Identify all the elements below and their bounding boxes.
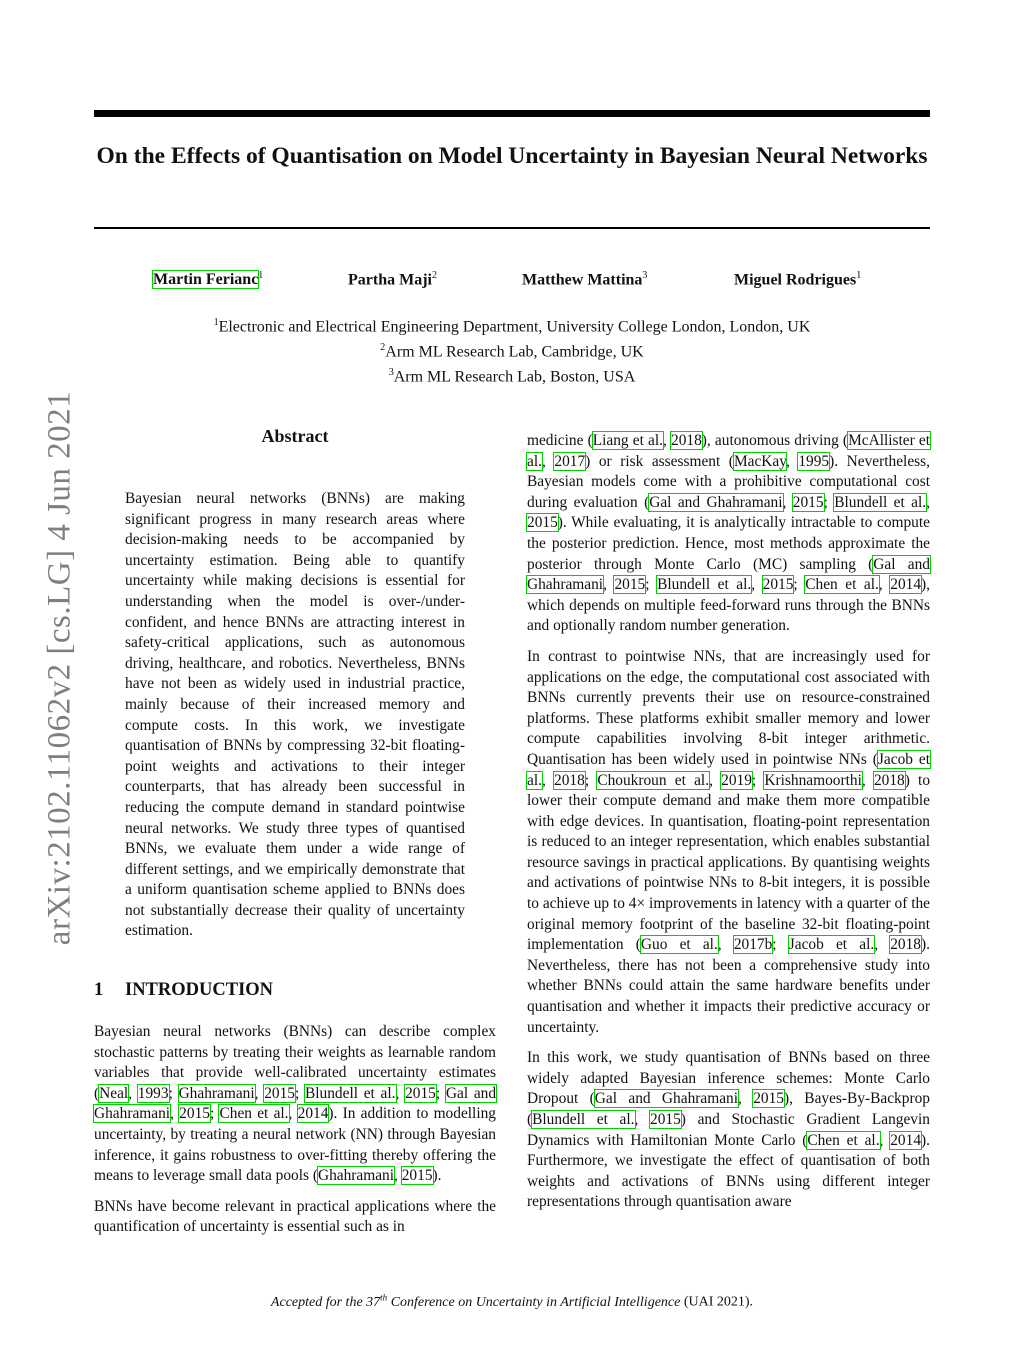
- affiliation-1: $^1$Electronic and Electrical Engineering Department, University College London, London, UK: [213, 317, 811, 336]
- footer-note: Accepted for the 37th Conference on Uncertainty in Artificial Intelligence (UAI 2021).: [270, 1292, 754, 1310]
- citation-link[interactable]: 2015: [179, 1105, 210, 1123]
- body-text: In this work, we study quantisation of BNNs based on three widely adapted Bayesian inference schemes: Monte Carlo Dropout (: [527, 1049, 930, 1108]
- body-text: ,: [878, 576, 891, 594]
- citation-link[interactable]: Blundell et al.: [834, 493, 927, 511]
- body-text: ).: [432, 1167, 442, 1185]
- body-text: ,: [717, 936, 734, 954]
- author-name: Miguel Rodrigues: [734, 271, 857, 289]
- citation-link[interactable]: MacKay: [733, 452, 786, 470]
- citation-link[interactable]: 2019: [721, 771, 752, 789]
- citation-link[interactable]: Krishnamoorthi: [764, 771, 862, 789]
- body-text: ,: [738, 1090, 754, 1108]
- citation-link[interactable]: Ghahramani: [317, 1167, 395, 1185]
- body-text: ;: [209, 1105, 220, 1123]
- abstract-heading: Abstract: [261, 426, 329, 446]
- section-number: 1: [94, 980, 104, 1000]
- body-paragraph: [527, 431, 930, 637]
- body-text: ,: [751, 576, 763, 594]
- author-name: Partha Maji: [348, 271, 432, 289]
- body-text: ;: [645, 576, 658, 594]
- body-text: ;: [823, 493, 835, 511]
- citation-link[interactable]: 1995: [798, 452, 830, 470]
- citation-link[interactable]: Chen et al.: [807, 1131, 880, 1149]
- citation-link[interactable]: Chen et al.: [805, 576, 879, 594]
- citation-link[interactable]: Jacob et al.: [527, 750, 931, 789]
- body-text: ,: [879, 1131, 891, 1149]
- body-text: ,: [288, 1105, 298, 1123]
- body-text: ). Furthermore, we investigate the effect of quantisation of both weights and activations of BNNs using different integer representations through quantisation aware: [527, 1131, 930, 1211]
- citation-link[interactable]: 2017b: [733, 936, 773, 954]
- author-4: [734, 270, 861, 289]
- body-text: ;: [793, 576, 806, 594]
- body-text: ). Nevertheless, Bayesian models come with a prohibitive computational cost during evaluation (: [527, 452, 930, 511]
- body-text: ), Bayes-By-Backprop (: [527, 1090, 930, 1128]
- body-text: Bayesian neural networks (BNNs) can describe complex stochastic patterns by treating their weights as learnable random variables that provide well-calibrated uncertainty estimates (: [94, 1023, 496, 1102]
- author-3: [522, 270, 647, 289]
- citation-link[interactable]: 2018: [671, 432, 702, 449]
- citation-link[interactable]: 2015: [762, 576, 794, 594]
- body-text: medicine (: [527, 432, 593, 449]
- abstract-text: Bayesian neural networks (BNNs) are making significant progress in many research areas where decision-making needs to be accompanied by uncertainty estimation. Being able to quantify uncertainty while making decisions is essential for understanding when the model is over-/under-confident, and hence BNNs are attracting interest in safety-critical applications, such as autonomous driving, healthcare, and robotics. Nevertheless, BNNs have not been as widely used in industrial practice, mainly because of their increased memory and compute costs. In this work, we investigate quantisation of BNNs by compressing 32-bit floating-point weights and activations to their integer counterparts, that has already been successful in reducing the compute demand in standard pointwise neural networks. We study three types of quantised BNNs, we evaluate them under a wide range of different settings, and we empirically demonstrate that a uniform quantisation scheme applied to BNNs does not substantially decrease their quality of uncertainty estimation.: [125, 490, 465, 940]
- citation-link[interactable]: 2015: [792, 493, 824, 511]
- paper-title: On the Effects of Quantisation on Model Uncertainty in Bayesian Neural Networks: [96, 143, 928, 169]
- affiliations: [0, 313, 1024, 387]
- arxiv-identifier: arXiv:2102.11062v2 [cs.LG] 4 Jun 2021: [41, 390, 78, 946]
- citation-link[interactable]: 2014: [890, 576, 922, 594]
- citation-link[interactable]: Choukroun et al.: [597, 771, 710, 789]
- body-text: ). In addition to modelling uncertainty, by treating a neural network (NN) through Bayesian inference, it gains robustness to over-fitting thereby offering the means to leverage small data pools (: [94, 1105, 496, 1185]
- citation-link[interactable]: 2018: [873, 771, 905, 789]
- body-text: ,: [541, 771, 555, 789]
- author-1[interactable]: [153, 270, 263, 289]
- citation-link[interactable]: 2014: [890, 1131, 922, 1149]
- citation-link[interactable]: Blundell et al.: [532, 1111, 635, 1128]
- citation-link[interactable]: 2017: [554, 452, 586, 470]
- body-text: ;: [584, 771, 598, 789]
- body-paragraph: [527, 1048, 930, 1213]
- citation-link[interactable]: 2018: [890, 936, 921, 954]
- affiliation-3: $^3$Arm ML Research Lab, Boston, USA: [388, 366, 636, 385]
- section-title: INTRODUCTION: [125, 980, 274, 1000]
- citation-link[interactable]: 2015: [614, 576, 646, 594]
- citation-link[interactable]: 2015: [650, 1111, 681, 1128]
- body-text: ,: [709, 771, 722, 789]
- citation-link[interactable]: 2015: [264, 1084, 295, 1102]
- body-text: ,: [395, 1084, 406, 1102]
- author-sup: 2: [431, 270, 437, 281]
- citation-link[interactable]: 2015: [753, 1090, 784, 1108]
- body-text: ) or risk assessment (: [585, 452, 734, 470]
- body-text: ,: [254, 1084, 265, 1102]
- citation-link[interactable]: Liang et al.: [592, 432, 663, 449]
- body-text: ,: [861, 771, 874, 789]
- title-top-rule: [94, 110, 930, 117]
- body-text: ) and Stochastic Gradient Langevin Dynamics with Hamiltonian Monte Carlo (: [527, 1111, 930, 1149]
- citation-link[interactable]: Blundell et al.: [657, 576, 752, 594]
- section-heading: [94, 980, 273, 1001]
- citation-link[interactable]: Blundell et al.: [305, 1084, 396, 1102]
- right-column-body: [527, 431, 930, 1223]
- body-text: ,: [170, 1105, 180, 1123]
- citation-link[interactable]: Gal and Ghahramani: [594, 1090, 738, 1108]
- citation-link[interactable]: 2015: [401, 1167, 433, 1185]
- author-link[interactable]: Martin Ferianc: [153, 271, 259, 289]
- body-text: ,: [603, 576, 615, 594]
- author-list: [0, 270, 1024, 294]
- body-text: ,: [128, 1084, 138, 1102]
- citation-link[interactable]: 2015: [527, 514, 558, 532]
- citation-link[interactable]: McAllister et al.: [527, 432, 931, 470]
- body-text: ), which depends on multiple feed-forward runs through the BNNs and optionally random number generation.: [527, 576, 931, 635]
- title-bottom-rule: [94, 227, 930, 229]
- body-text: BNNs have become relevant in practical applications where the quantification of uncertainty is essential such as in: [94, 1197, 496, 1236]
- body-paragraph: [527, 647, 930, 1038]
- citation-link[interactable]: 2014: [297, 1105, 329, 1123]
- citation-link[interactable]: Gal and Ghahramani: [94, 1084, 497, 1123]
- body-text: ,: [782, 493, 793, 511]
- author-sup: 1: [258, 270, 264, 281]
- left-column-body: [94, 1022, 496, 1248]
- citation-link[interactable]: 2018: [554, 771, 585, 789]
- body-text: ;: [751, 771, 765, 789]
- author-2: [348, 270, 437, 289]
- body-text: ,: [874, 936, 891, 954]
- affiliation-2: $^2$Arm ML Research Lab, Cambridge, UK: [380, 341, 644, 361]
- body-text: ) to lower their compute demand and make them more compatible with edge devices. In quantisation, floating-point representation is reduced to an integer representation, which enables substantial resource savings in practical applications. By quantising weights and activations of pointwise NNs to 8-bit integers, it is possible to achieve up to 4× improvements in latency with a quarter of the original memory footprint of the baseline 32-bit floating-point implementation (: [527, 771, 931, 954]
- body-text: ;: [435, 1084, 446, 1102]
- body-text: ,: [541, 452, 555, 470]
- citation-link[interactable]: Ghahramani: [178, 1084, 255, 1102]
- citation-link[interactable]: Chen et al.: [219, 1105, 289, 1123]
- body-text: ,: [785, 452, 799, 470]
- body-paragraph: [94, 1022, 496, 1187]
- citation-link[interactable]: Guo et al.: [640, 936, 718, 954]
- author-sup: 3: [642, 270, 648, 281]
- body-text: In contrast to pointwise NNs, that are increasingly used for applications on the edge, the computational cost associated with BNNs currently prevents their use on resource-constrained platforms. These platforms exhibit smaller memory and lower compute capabilities involving 8-bit integer arithmetic. Quantisation has been widely used in pointwise NNs (: [527, 647, 930, 768]
- body-text: ,: [662, 432, 671, 449]
- body-text: ), autonomous driving (: [701, 432, 849, 449]
- citation-link[interactable]: Jacob et al.: [788, 936, 875, 954]
- body-text: ). Nevertheless, there has not been a comprehensive study into whether BNNs could attain the same hardware benefits under quantisation and whether it impacts their predictive accuracy or uncertainty.: [527, 936, 930, 1036]
- body-text: ,: [634, 1111, 651, 1128]
- citation-link[interactable]: Gal and Ghahramani: [649, 493, 783, 511]
- citation-link[interactable]: Neal: [99, 1084, 129, 1102]
- body-text: ;: [168, 1084, 179, 1102]
- citation-link[interactable]: 1993: [137, 1084, 169, 1102]
- citation-link[interactable]: 2015: [405, 1084, 436, 1102]
- body-text: ;: [772, 936, 789, 954]
- body-text: ,: [926, 493, 930, 511]
- body-paragraph: [94, 1197, 496, 1238]
- citation-link[interactable]: Gal and Ghahramani: [527, 555, 931, 594]
- author-name: Matthew Mattina: [522, 271, 643, 289]
- body-text: ;: [295, 1084, 305, 1102]
- author-sup: 1: [856, 270, 862, 281]
- body-text: ). While evaluating, it is analytically intractable to compute the posterior prediction. Hence, most methods approximate the posterior through Monte Carlo (MC) sampling (: [527, 514, 930, 573]
- body-text: ,: [394, 1167, 402, 1185]
